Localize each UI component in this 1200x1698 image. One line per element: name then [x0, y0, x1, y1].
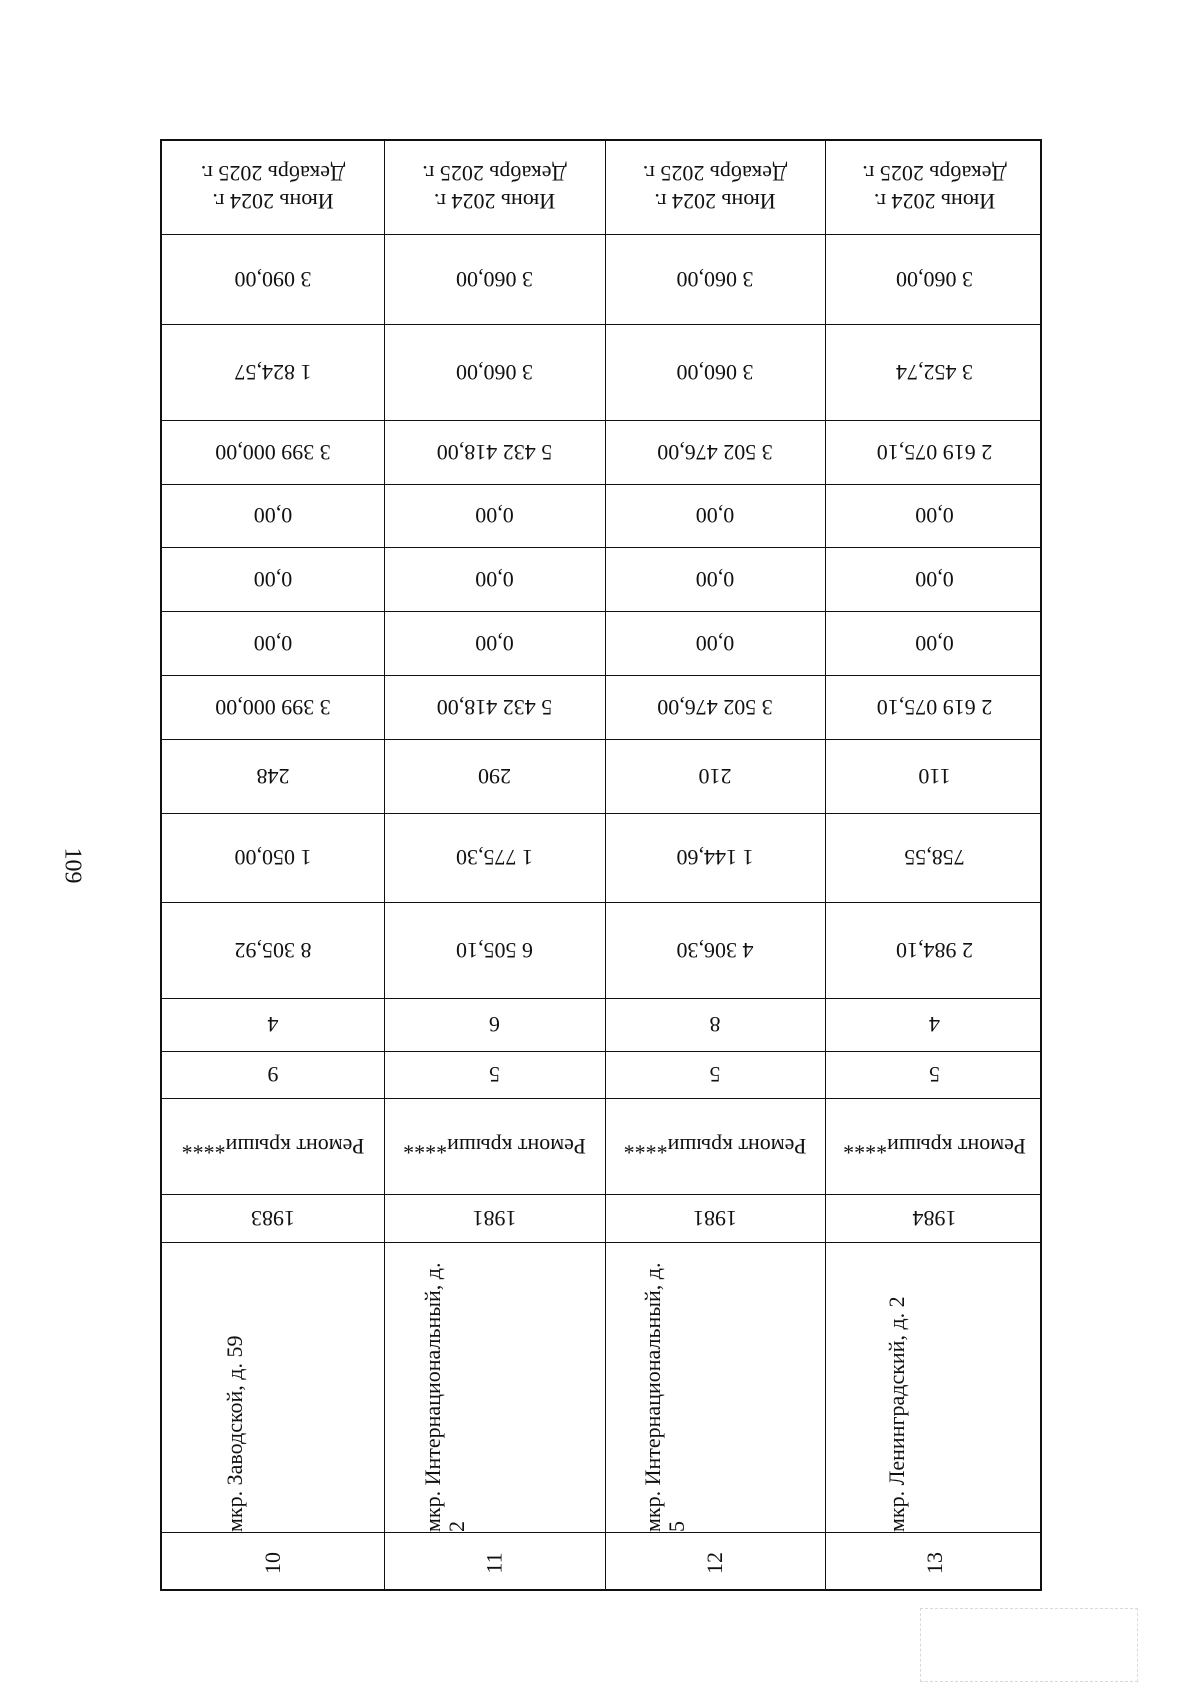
residents-cell: 110 — [918, 764, 951, 789]
fund3-cell: 0,00 — [253, 503, 293, 529]
address-text: мкр. Заводской, д. 59 — [222, 1335, 247, 1532]
entrances-cell: 6 — [489, 1012, 500, 1038]
total-cell: 2 619 075,10 — [876, 440, 993, 465]
row-number-cell — [162, 1532, 384, 1593]
address-text: мкр. Ленинградский, д. 2 — [883, 1296, 909, 1532]
fund1-cell: 0,00 — [915, 631, 954, 656]
floors-cell: 5 — [929, 1062, 940, 1088]
period-end: Декабрь 2025 г. — [422, 161, 567, 187]
work-cell: Ремонт крыши**** — [403, 1134, 586, 1159]
roof-area-cell: 1 775,30 — [456, 845, 533, 871]
fund3-cell: 0,00 — [695, 503, 735, 529]
limit-cost-cell: 3 060,00 — [456, 267, 533, 292]
year-cell: 1981 — [693, 1206, 737, 1231]
roof-area-cell: 1 144,60 — [676, 845, 754, 871]
fund2-cell: 0,00 — [475, 567, 514, 592]
work-cell: Ремонт крыши**** — [843, 1134, 1026, 1159]
total-cell: 5 432 418,00 — [436, 440, 553, 465]
fund1-cell: 0,00 — [253, 631, 293, 656]
repair-table — [160, 139, 1042, 1591]
address-text: мкр. Интернациональный, д. 5 — [640, 1262, 689, 1532]
row-number-cell — [825, 1532, 1044, 1593]
total-cell: 3 399 000,00 — [215, 440, 331, 465]
roof-area-cell: 1 050,00 — [234, 845, 312, 871]
address-cell — [162, 1242, 384, 1532]
fund2-cell: 0,00 — [695, 567, 735, 592]
fund2-cell: 0,00 — [915, 567, 954, 592]
page-number: 109 — [59, 847, 86, 884]
roof-area-cell: 758,55 — [904, 845, 965, 871]
limit-cost-cell: 3 060,00 — [676, 267, 754, 292]
address-cell — [825, 1242, 1044, 1532]
address-text: мкр. Интернациональный, д. 2 — [419, 1262, 469, 1532]
entrances-cell: 4 — [267, 1012, 279, 1038]
cost-per-m2-cell: 3 452,74 — [896, 360, 973, 385]
area-cell: 8 305,92 — [234, 938, 312, 963]
total-cell: 3 502 476,00 — [657, 440, 773, 465]
row-number-cell — [605, 1532, 825, 1593]
period-cell — [825, 141, 1044, 234]
owners-cell: 3 502 476,00 — [657, 695, 773, 720]
area-cell: 2 984,10 — [896, 938, 973, 963]
fund2-cell: 0,00 — [253, 567, 293, 592]
row-number-cell — [384, 1532, 605, 1593]
fund3-cell: 0,00 — [915, 503, 954, 529]
period-cell — [162, 141, 384, 234]
owners-cell: 2 619 075,10 — [876, 695, 993, 720]
period-end: Декабрь 2025 г. — [200, 161, 346, 187]
year-cell: 1984 — [912, 1206, 957, 1231]
limit-cost-cell: 3 060,00 — [896, 267, 973, 292]
fund3-cell: 0,00 — [475, 503, 514, 529]
period-start: Июнь 2024 г. — [212, 189, 334, 215]
owners-cell: 5 432 418,00 — [436, 695, 553, 720]
residents-cell: 210 — [698, 764, 732, 789]
stamp-mark — [920, 1608, 1138, 1682]
address-cell — [605, 1242, 825, 1532]
period-end: Декабрь 2025 г. — [642, 161, 788, 187]
cost-per-m2-cell: 1 824,57 — [234, 360, 312, 385]
cost-per-m2-cell: 3 060,00 — [456, 360, 533, 385]
residents-cell: 248 — [256, 764, 290, 789]
period-start: Июнь 2024 г. — [873, 189, 996, 215]
address-cell — [384, 1242, 605, 1532]
year-cell: 1983 — [251, 1206, 295, 1231]
limit-cost-cell: 3 090,00 — [234, 267, 312, 292]
row-number: 11 — [481, 1551, 507, 1574]
period-start: Июнь 2024 г. — [433, 189, 556, 215]
floors-cell: 5 — [489, 1062, 500, 1088]
floors-cell: 9 — [267, 1062, 279, 1088]
work-cell: Ремонт крыши**** — [623, 1134, 807, 1159]
floors-cell: 5 — [709, 1062, 721, 1088]
work-cell: Ремонт крыши**** — [181, 1134, 365, 1159]
row-number: 10 — [260, 1551, 285, 1574]
owners-cell: 3 399 000,00 — [215, 695, 331, 720]
row-number: 12 — [702, 1551, 727, 1574]
cost-per-m2-cell: 3 060,00 — [676, 360, 754, 385]
period-end: Декабрь 2025 г. — [862, 161, 1007, 187]
fund1-cell: 0,00 — [695, 631, 735, 656]
year-cell: 1981 — [472, 1206, 517, 1231]
row-number: 13 — [921, 1551, 947, 1574]
entrances-cell: 8 — [709, 1012, 721, 1038]
fund1-cell: 0,00 — [475, 631, 514, 656]
period-cell — [384, 141, 605, 234]
area-cell: 6 505,10 — [456, 938, 533, 963]
period-start: Июнь 2024 г. — [654, 189, 776, 215]
entrances-cell: 4 — [929, 1012, 940, 1038]
residents-cell: 290 — [478, 764, 511, 789]
area-cell: 4 306,30 — [676, 938, 754, 963]
period-cell — [605, 141, 825, 234]
